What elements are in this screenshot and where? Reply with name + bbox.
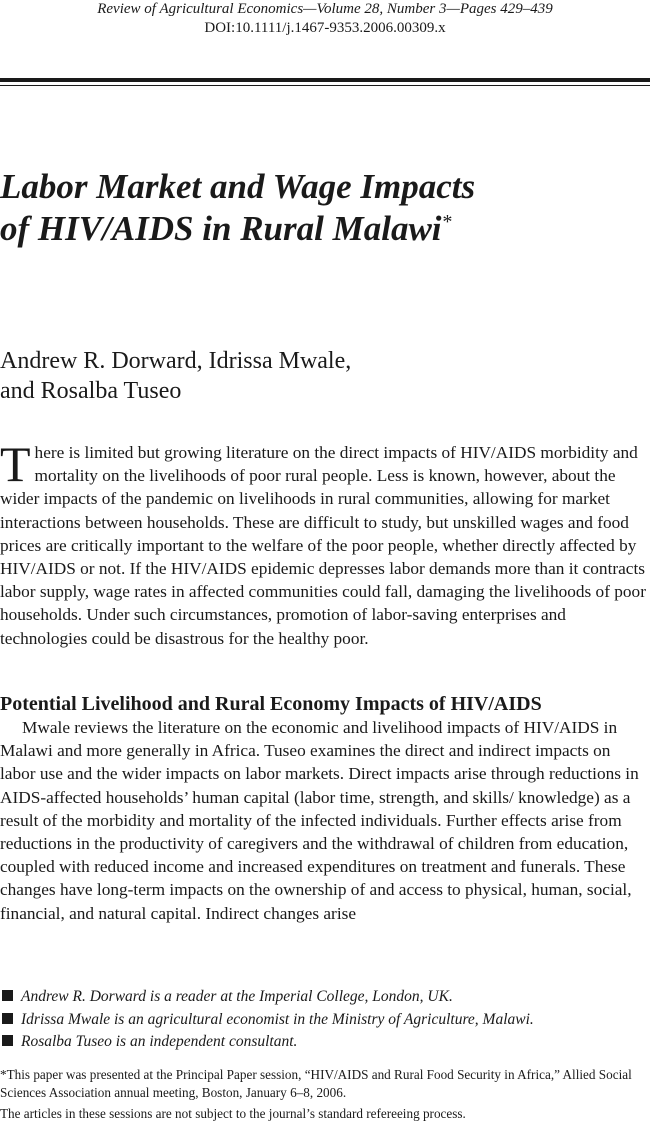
section-body: Mwale reviews the literature on the economic and livelihood impacts of HIV/AIDS in Malawi and more generally in Africa. Tuseo examines the direct and indirect impacts on labor use and the wider impacts on labor markets. Direct impacts arise through reductions in AIDS-affected households’ human capital (labor time, strength, and skills/ knowledge) as a result of the morbidity and mortality of the infected individuals. Further effects arise from reductions in the productivity of caregivers and the withdrawal of children from education, coupled with reduced income and increased expenditures on treatment and funerals. These changes have long-term impacts on the ownership of and access to physical, human, social, financial, and natural capital. Indirect changes arise bbox=[0, 718, 639, 923]
affiliation-text: Rosalba Tuseo is an independent consultant. bbox=[21, 1033, 298, 1050]
authors-line-2: and Rosalba Tuseo bbox=[0, 378, 182, 404]
authors-line-1: Andrew R. Dorward, Idrissa Mwale, bbox=[0, 348, 352, 374]
affiliation-text: Idrissa Mwale is an agricultural economist in the Ministry of Agriculture, Malawi. bbox=[21, 1011, 534, 1028]
article-title bbox=[0, 166, 650, 250]
header-rule-bottom bbox=[0, 85, 650, 86]
square-bullet-icon bbox=[2, 1035, 13, 1046]
affiliation-item bbox=[0, 1010, 650, 1030]
abstract-text: here is limited but growing literature on the direct impacts of HIV/AIDS morbidity and mortality on the livelihoods of poor rural people. Less is known, however, about the wider impacts of the pandemic on livelihoods in rural communities, allowing for market interactions between households. These are difficult to study, but unskilled wages and food prices are critically important to the welfare of the poor people, whether directly affected by HIV/AIDS or not. If the HIV/AIDS epidemic depresses labor demands more than it contracts labor supply, wage rates in affected communities could fall, damaging the livelihoods of poor households. Under such circumstances, promotion of labor-saving enterprises and technologies could be disastrous for the healthy poor. bbox=[0, 443, 646, 648]
title-line-1: Labor Market and Wage Impacts bbox=[0, 167, 476, 206]
square-bullet-icon bbox=[2, 990, 13, 1001]
author-list bbox=[0, 346, 650, 406]
abstract-paragraph bbox=[0, 436, 650, 650]
affiliation-text: Andrew R. Dorward is a reader at the Imperial College, London, UK. bbox=[21, 988, 453, 1005]
section-heading: Potential Livelihood and Rural Economy Impacts of HIV/AIDS bbox=[0, 693, 542, 715]
doi-line: DOI:10.1111/j.1467-9353.2006.00309.x bbox=[204, 20, 446, 36]
title-line-2: of HIV/AIDS in Rural Malawi bbox=[0, 209, 442, 248]
journal-header: Review of Agricultural Economics—Volume 28, Number 3—Pages 429–439 bbox=[97, 1, 553, 17]
presentation-footnote: *This paper was presented at the Principal Paper session, “HIV/AIDS and Rural Food Security in Africa,” Allied Social Sciences Association annual meeting, Boston, January 6–8, 2006. bbox=[0, 1067, 632, 1100]
drop-cap: T bbox=[0, 436, 31, 492]
affiliation-item bbox=[0, 1032, 650, 1052]
header-rule-top bbox=[0, 78, 650, 82]
refereeing-footnote: The articles in these sessions are not subject to the journal’s standard refereeing process. bbox=[0, 1106, 466, 1121]
title-footnote-mark: * bbox=[441, 211, 452, 233]
affiliation-item bbox=[0, 987, 650, 1007]
square-bullet-icon bbox=[2, 1013, 13, 1024]
